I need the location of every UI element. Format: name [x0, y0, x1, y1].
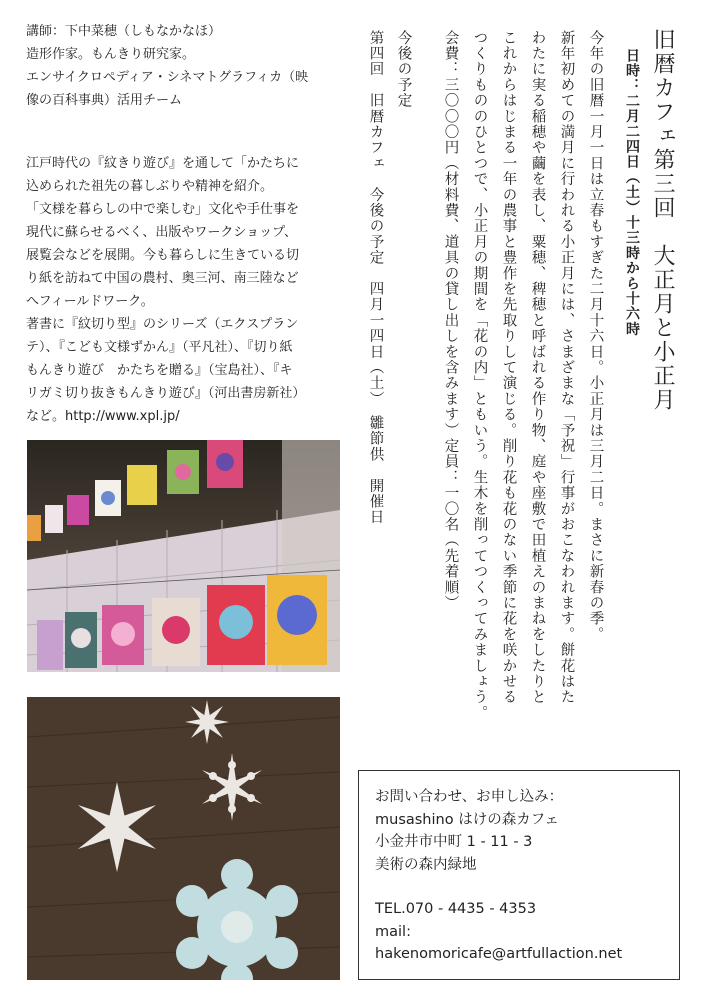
bio-line: リガミ切り抜きもんきり遊び』（河出書房新社）: [26, 386, 306, 401]
contact-phone[interactable]: TEL.070 - 4435 - 4353: [375, 901, 537, 917]
contact-address: 小金井市中町 1 - 11 - 3: [375, 834, 533, 850]
bio-line: 造形作家。もんきり研究家。: [26, 47, 196, 62]
bio-line: テ）、『こども文様ずかん』（平凡社）、『切り紙: [26, 340, 293, 355]
body-column: これからはじまる一年の農事と豊作を先取りして演じる。削り花も花のない季節に花を咲かせる: [500, 30, 517, 706]
bio-line: など。http://www.xpl.jp/: [26, 409, 180, 424]
fee-column: 会費：三〇〇〇円（材料費、道具の貸し出しを含みます）定員：一〇名（先着順）: [442, 30, 459, 611]
bio-line: 講師：下中菜穂（しもなかなほ）: [26, 24, 222, 39]
bio-line: り紙を訪ねて中国の農村、奥三河、南三陸など: [26, 271, 299, 286]
contact-mail-label: mail:: [375, 923, 411, 940]
body-column: 新年初めての満月に行われる小正月には、さまざまな「予祝」行事がおこなわれます。餅花はた: [558, 30, 575, 706]
contact-venue: musashino はけの森カフェ: [375, 811, 559, 828]
contact-spacer: [375, 876, 663, 898]
contact-box: [358, 770, 680, 980]
bio-line: 「文様を暮らしの中で楽しむ」文化や手仕事を: [26, 202, 300, 217]
contact-email[interactable]: hakenomoricafe@artfullaction.net: [375, 946, 623, 962]
bio-line: へフィールドワーク。: [26, 294, 154, 309]
photo-paper-snowflakes: [27, 697, 340, 980]
bio-line: もんきり遊び かたちを贈る』（宝島社）、『キ: [26, 363, 293, 378]
bio-line: 現代に蘇らせるべく、出版やワークショップ、: [26, 225, 298, 240]
event-datetime: 日時：二月二四日（土）十三時から十六時: [624, 48, 640, 337]
body-column: わたに実る稲穂や繭を表し、粟穂、稗穂と呼ばれる作り物、庭や座敷で田植えのまねをしたりと: [529, 30, 546, 706]
photo-hanging-paper-cutouts: [27, 440, 340, 672]
bio-line: 著書に『紋切り型』のシリーズ（エクスプラン: [26, 317, 299, 332]
bio-line: 込められた祖先の暮しぶりや精神を紹介。: [26, 179, 274, 194]
contact-address-detail: 美術の森内緑地: [375, 856, 477, 873]
bio-line: 像の百科事典）活用チーム: [26, 93, 183, 108]
event-title: 旧暦カフェ第三回 大正月と小正月: [650, 28, 675, 412]
contact-heading: お問い合わせ、お申し込み：: [375, 789, 564, 805]
bio-line: エンサイクロペディア・シネマトグラフィカ（映: [26, 70, 309, 85]
body-column: 今年の旧暦一月一日は立春もすぎた二月十六日。小正月は三月二日。まさに新春の季。: [587, 30, 604, 643]
instructor-bio: [26, 20, 346, 428]
bio-line: 展覧会などを展開。今も暮らしに生きている切: [26, 248, 300, 263]
schedule-heading: 今後の予定: [395, 30, 412, 109]
body-column: つくりもののひとつで、小正月の期間を「花の内」ともいう。生木を削ってつくってみましょう。: [471, 30, 488, 721]
bio-line: 江戸時代の『紋きり遊び』を通して「かたちに: [26, 156, 300, 171]
schedule-line: 第四回 旧暦カフェ 今後の予定 四月一四日（土） 雛節供 開催日: [367, 30, 384, 526]
